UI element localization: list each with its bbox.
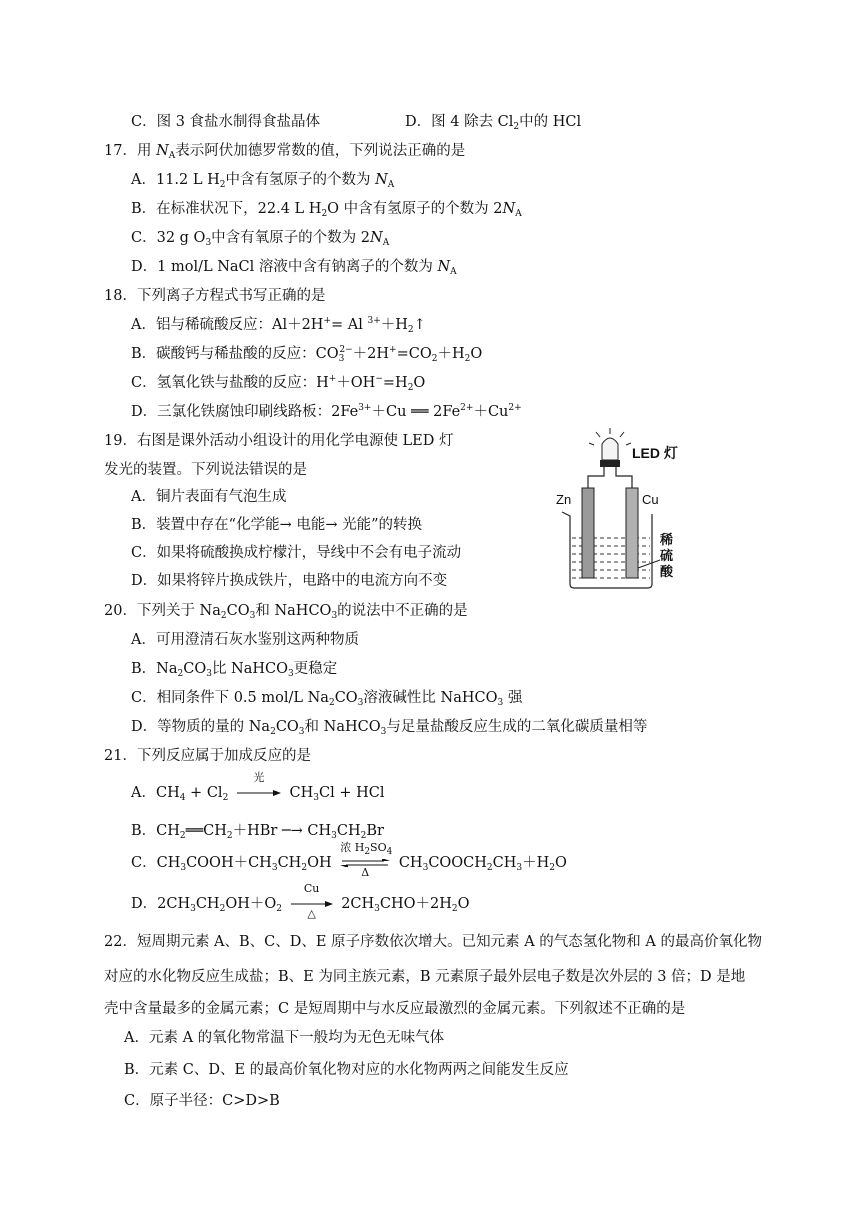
q22-option-c: C．原子半径：C>D>B bbox=[124, 1093, 280, 1109]
wire-left bbox=[588, 467, 604, 488]
q20-stem: 20．下列关于 $Na_2CO_3$和 NaHCO$_3$的说法中不正确的是 bbox=[104, 603, 468, 621]
acid-label-1: 稀 bbox=[660, 532, 674, 547]
q19-stem-line2: 发光的装置。下列说法错误的是 bbox=[104, 462, 307, 478]
q22-stem-line2: 对应的水化物反应生成盐；B、E 为同主族元素，B 元素原子最外层电子数是次外层的 3 倍；D 是地 bbox=[104, 969, 746, 985]
q18-option-c: C．氢氧化铁与盐酸的反应：$H^++OH^-=H_2O$ bbox=[131, 374, 426, 393]
cu-label: Cu bbox=[642, 492, 659, 507]
q20-option-a: A．可用澄清石灰水鉴别这两种物质 bbox=[131, 632, 359, 648]
q18-option-a: A．铝与稀硫酸反应：Al＋2H+= Al $^{3+}+H_2↑$ bbox=[131, 316, 426, 335]
q22-option-a: A．元素 A 的氧化物常温下一般均为无色无味气体 bbox=[124, 1030, 445, 1046]
q19-option-c: C．如果将硫酸换成柠檬汁，导线中不会有电子流动 bbox=[131, 545, 462, 561]
q21-option-a: A．$CH_4 + Cl_2$ 光 $CH_3Cl$ + HCl bbox=[131, 771, 385, 803]
q22-stem-line1: 22．短周期元素 A、B、C、D、E 原子序数依次增大。已知元素 A 的气态氢化物和 A 的最高价氧化物 bbox=[104, 934, 762, 950]
led-base bbox=[600, 460, 620, 467]
reaction-arrow-esterification: 浓 $H_2SO_4$ Δ bbox=[340, 841, 393, 879]
q17-option-a: A．11.2 L $H_2$中含有氢原子的个数为 $N_A$ bbox=[131, 172, 395, 190]
acid-pointer bbox=[638, 560, 660, 568]
q18-option-b: B．碳酸钙与稀盐酸的反应：$CO_3^{2-}+2H^+=CO_2+H_2O$ bbox=[131, 345, 483, 364]
q17-option-c: C．32 g $O_3$中含有氧原子的个数为 $2N_A$ bbox=[131, 230, 390, 248]
q18-option-d: D．三氯化铁腐蚀印刷线路板：$2Fe^{3+}+Cu$ ══ $2Fe^{2+}+Cu^{2+}$ bbox=[131, 403, 522, 420]
q19-option-d: D．如果将锌片换成铁片，电路中的电流方向不变 bbox=[131, 573, 448, 589]
q21-option-d: D．$2CH_3CH_2OH+O_2$ Cu △ $2CH_3CHO+2H_2O$ bbox=[131, 882, 470, 920]
q19-stem-line1: 19．右图是课外活动小组设计的用化学电源使 LED 灯 bbox=[104, 433, 454, 449]
q20-option-c: C．相同条件下 0.5 mol/L $Na_2CO_3$溶液碱性比 NaHCO$_3$ 强 bbox=[131, 690, 523, 708]
q22-stem-line3: 壳中含量最多的金属元素；C 是短周期中与水反应最激烈的金属元素。下列叙述不正确的是 bbox=[104, 1001, 686, 1017]
led-bulb bbox=[602, 438, 618, 460]
q20-option-d: D．等物质的量的 $Na_2CO_3$和 NaHCO$_3$与足量盐酸反应生成的二氧化碳质量相等 bbox=[131, 719, 648, 737]
q18-stem: 18．下列离子方程式书写正确的是 bbox=[104, 288, 326, 304]
led-label: LED 灯 bbox=[632, 445, 678, 461]
q19-option-b: B．装置中存在“化学能→ 电能→ 光能”的转换 bbox=[131, 517, 422, 533]
reaction-arrow-catalyst: Cu △ bbox=[291, 895, 333, 913]
q17-option-b: B．在标准状况下，22.4 L $H_2O$ 中含有氢原子的个数为 $2N_A$ bbox=[131, 201, 522, 219]
cu-electrode bbox=[626, 488, 638, 578]
reaction-arrow-light: 光 bbox=[237, 784, 281, 802]
q21-stem: 21．下列反应属于加成反应的是 bbox=[104, 748, 311, 764]
zn-label: Zn bbox=[556, 492, 572, 507]
q16-option-d: D．图 4 除去 $Cl_2$中的 HCl bbox=[405, 114, 582, 132]
wire-right bbox=[616, 467, 632, 488]
q17-option-d: D．1 mol/L NaCl 溶液中含有钠离子的个数为 $N_A$ bbox=[131, 259, 457, 277]
zn-electrode bbox=[582, 488, 594, 578]
q19-option-a: A．铜片表面有气泡生成 bbox=[131, 489, 287, 505]
acid-label-2: 硫 bbox=[660, 548, 674, 563]
q20-option-b: B．$Na_2CO_3$比 NaHCO$_3$更稳定 bbox=[131, 661, 338, 679]
led-cell-diagram bbox=[548, 428, 708, 593]
q16-option-c: C．图 3 食盐水制得食盐晶体 bbox=[131, 114, 321, 130]
acid-label-3: 酸 bbox=[660, 564, 674, 579]
q21-option-c: C．$CH_3COOH+CH_3CH_2OH$ 浓 $H_2SO_4$ Δ $CH_3COOCH_2CH_3+H_2O$ bbox=[131, 841, 567, 879]
q17-stem: 17．用 $N_A$表示阿伏加德罗常数的值，下列说法正确的是 bbox=[104, 143, 466, 161]
q21-option-b: B．$CH_2══CH_2+HBr$ ─→ $CH_3CH_2Br$ bbox=[131, 823, 384, 841]
q22-option-b: B．元素 C、D、E 的最高价氧化物对应的水化物两两之间能发生反应 bbox=[124, 1062, 569, 1078]
